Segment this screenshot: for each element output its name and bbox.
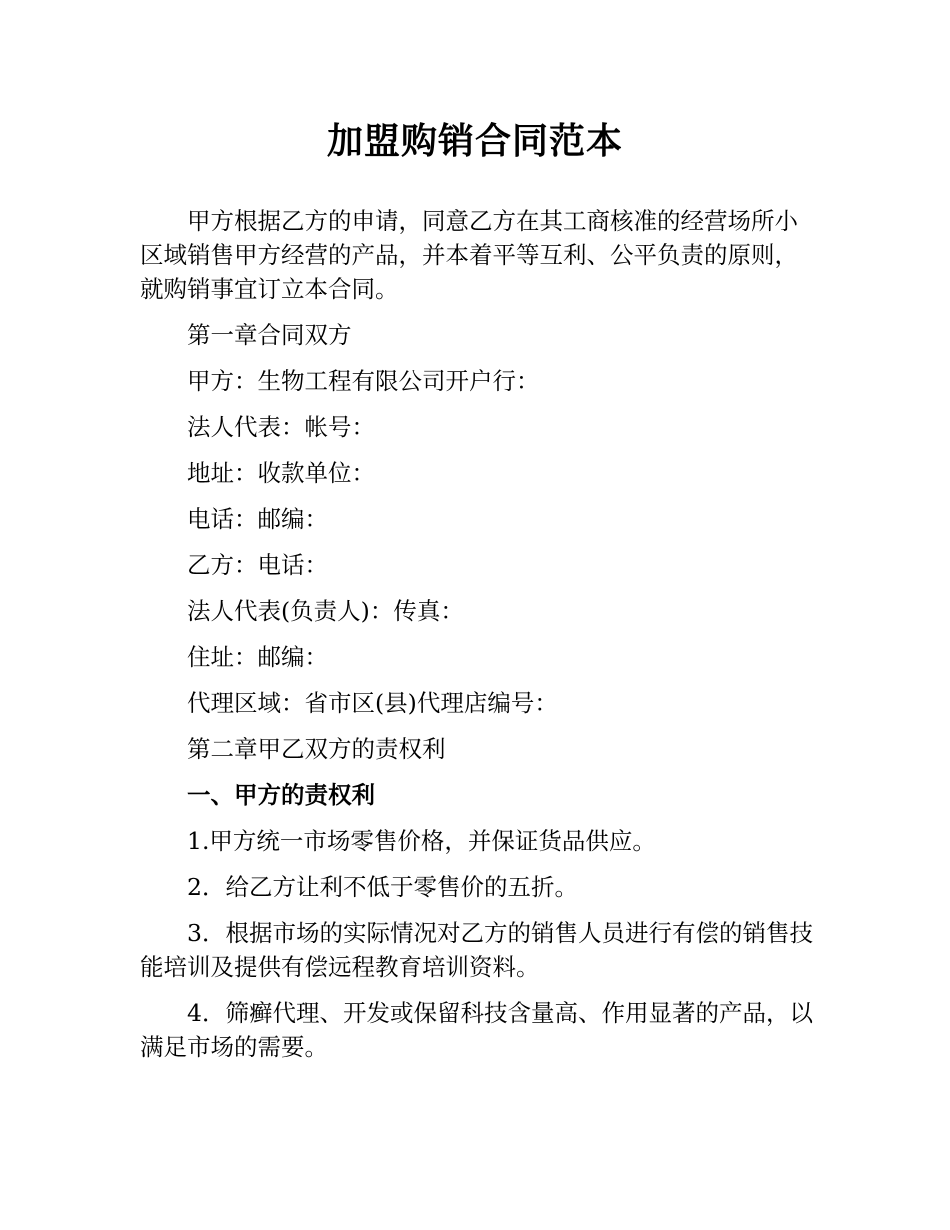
party-a-representative-line: 法人代表：帐号： (187, 413, 375, 441)
party-b-line: 乙方：电话： (187, 551, 328, 579)
document-title: 加盟购销合同范本 (326, 121, 623, 162)
party-b-address-line: 住址：邮编： (187, 643, 328, 671)
party-a-address-line: 地址：收款单位： (187, 459, 375, 487)
clause-3: 3．根据市场的实际情况对乙方的销售人员进行有偿的销售技能培训及提供有偿远程教育培训资料。 (140, 919, 813, 981)
document-body (140, 204, 816, 1076)
clause-4: 4．筛癣代理、开发或保留科技含量高、作用显著的产品，以满足市场的需要。 (140, 999, 813, 1061)
agency-region-line: 代理区域：省市区(县)代理店编号： (187, 689, 558, 717)
clause-1: 1.甲方统一市场零售价格，并保证货品供应。 (187, 827, 656, 855)
intro-paragraph: 甲方根据乙方的申请，同意乙方在其工商核准的经营场所小区域销售甲方经营的产品，并本着平等互利、公平负责的原则，就购销事宜订立本合同。 (140, 207, 798, 303)
chapter-two-heading: 第二章甲乙双方的责权利 (187, 735, 446, 763)
section-one-heading: 一、甲方的责权利 (187, 781, 375, 809)
party-b-representative-line: 法人代表(负责人)：传真： (187, 597, 464, 625)
party-a-line: 甲方：生物工程有限公司开户行： (187, 367, 540, 395)
clause-2: 2．给乙方让利不低于零售价的五折。 (187, 873, 578, 901)
party-a-phone-line: 电话：邮编： (187, 505, 328, 533)
chapter-one-heading: 第一章合同双方 (187, 321, 352, 349)
